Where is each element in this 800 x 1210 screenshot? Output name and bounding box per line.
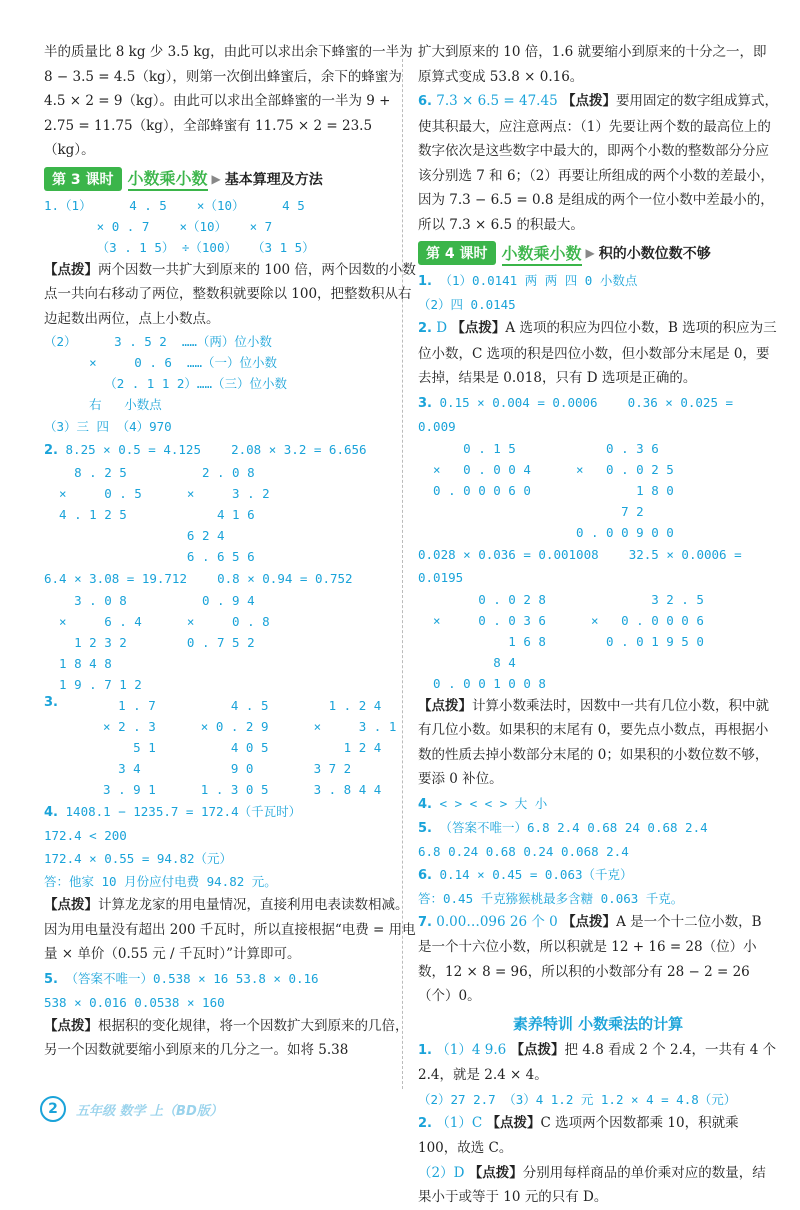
tip-label: 【点拨】 xyxy=(451,320,506,336)
q4-c: 172.4 × 0.55 = 94.82（元） xyxy=(44,851,233,866)
q2-eq1: 8.25 × 0.5 = 4.125 xyxy=(65,442,201,457)
s1-2: （2）27 2.7 （3）4 1.2 元 1.2 × 4 = 4.8（元） xyxy=(418,1091,737,1107)
s2-number: 2. xyxy=(418,1115,432,1131)
q4-tip-text: 计算龙龙家的用电量情况，直接利用电表读数相减。因为用电量没有超出 200 千瓦时，所以直接根据“电费 = 用电量 × 单价（0.55 元 / 千瓦时）”计算即可。 xyxy=(44,897,416,962)
r-q3-number: 3. xyxy=(418,395,432,411)
r-q3-calc-row2 xyxy=(418,589,778,694)
tip-label: 【点拨】 xyxy=(562,913,617,930)
r-q7-answer: 0.00…096 xyxy=(436,913,506,930)
r-q6-b: 答：0.45 千克猕猴桃最多含糖 0.063 千克。 xyxy=(418,890,684,906)
lesson3-header xyxy=(44,166,416,192)
r-q6-a xyxy=(418,863,778,887)
q1-tip xyxy=(44,258,416,332)
r-q2-answer: D xyxy=(436,320,448,336)
tip-label: 【点拨】 xyxy=(468,1164,523,1181)
q6 xyxy=(418,89,778,237)
tip-label: 【点拨】 xyxy=(510,1041,565,1058)
q2-calc-a: 8 . 2 5 × 0 . 5 4 . 1 2 5 xyxy=(59,465,142,522)
q5-a xyxy=(44,967,416,991)
lesson-subtitle: 积的小数位数不够 xyxy=(598,246,711,262)
q4-tip xyxy=(44,893,416,967)
r-q1-2: （2）四 0.0145 xyxy=(418,297,516,312)
q2-number: 2. xyxy=(44,443,58,458)
q2-calc-row1 xyxy=(44,462,416,567)
lesson-title: 小数乘小数 xyxy=(502,241,582,266)
r-q3-calc-row1 xyxy=(418,438,778,543)
left-column xyxy=(44,40,416,1063)
q2-eq2: 2.08 × 3.2 = 6.656 xyxy=(231,442,367,457)
q6-answer: 7.3 × 6.5 = 47.45 xyxy=(436,93,558,109)
r-q3-tip-text: 计算小数乘法时，因数中一共有几位小数，积中就有几位小数。如果积的末尾有 0，要先点小数点，再根据小数的性质去掉小数部分末尾的 0；如果积的小数位数不够，要添 0 补位。 xyxy=(418,697,769,787)
tip-label: 【点拨】 xyxy=(561,93,616,109)
r-q2-tip: A 选项的积应为四位小数，B 选项的积应为三位小数，C 选项的积是四位小数，但小数部分末尾是 0，要去掉，结果是 0.018，只有 D 选项是正确的。 xyxy=(418,320,777,386)
r-q5-a xyxy=(418,816,778,840)
r-q7-sub: 26 个 0 xyxy=(509,913,558,930)
q1-2-calc: （2） 3 . 5 2 ……（两）位小数 × 0 . 6 ……（一）位小数 （2 . 1 1 2）……（三）位小数 右 小数点 xyxy=(44,334,287,412)
tip-label: 【点拨】 xyxy=(44,1017,98,1034)
q2-line2 xyxy=(44,567,416,590)
r-q3-tip xyxy=(418,694,778,792)
s2-1-tip: C 选项两个因数都乘 10，积就乘 100，故选 C。 xyxy=(418,1114,739,1156)
footer-text: 五年级 数学 上（BD版） xyxy=(76,1103,223,1119)
q1-3: （3）三 四 （4）970 xyxy=(44,419,172,434)
triangle-icon: ▶ xyxy=(211,171,221,186)
r-q1-number: 1. xyxy=(418,274,432,289)
page-number: 2 xyxy=(40,1096,66,1122)
q1-1-calc: 1.（1） 4 . 5 ×（10） 4 5 × 0 . 7 ×（10） × 7 （3 . 1 5） ÷（100） （3 1 5） xyxy=(44,197,315,255)
s2-2-answer: （2）D xyxy=(418,1164,465,1181)
r-q1-1-text: （1）0.0141 两 两 四 0 小数点 xyxy=(439,273,638,288)
r-q2-number: 2. xyxy=(418,321,432,336)
r-q1-1 xyxy=(418,269,778,293)
q2-calc-c: 3 . 0 8 × 6 . 4 1 2 3 2 1 8 4 8 1 9 . 7 1 2 xyxy=(59,593,142,692)
s1-1-tip: 把 4.8 看成 2 个 2.4，一共有 4 个 2.4，就是 2.4 × 4。 xyxy=(418,1041,777,1083)
continuation-paragraph: 扩大到原来的 10 倍，1.6 就要缩小到原来的十分之一，即原算式变成 53.8 × 0.16。 xyxy=(418,44,767,85)
q3-calc-row xyxy=(44,695,416,800)
tip-label: 【点拨】 xyxy=(44,897,98,913)
r-q3-line2 xyxy=(418,543,778,589)
r-q4-text: < > < < > 大 小 xyxy=(439,795,548,811)
r-q3-line1 xyxy=(418,391,778,438)
s2-2-tip: 分别用每样商品的单价乘对应的数量，结果小于或等于 10 元的只有 D。 xyxy=(418,1164,766,1205)
intro-paragraph: 半的质量比 8 kg 少 3.5 kg，由此可以求出余下蜂蜜的一半为 8 − 3.5 = 4.5（kg），则第一次倒出蜂蜜后，余下的蜂蜜为 4.5 × 2 = 9（kg）。由此可以求出全部蜂蜜的一半为 9 + 2.75 = 11.75（kg），全部蜂蜜有 11.75 × 2 = 23.5（kg）。 xyxy=(44,44,413,158)
s1-1 xyxy=(418,1038,778,1088)
lesson-tag: 第 3 课时 xyxy=(44,167,122,191)
r-q6-a-text: 0.14 × 0.45 = 0.063（千克） xyxy=(439,866,633,882)
r-q5-number: 5. xyxy=(418,820,432,836)
r-q2 xyxy=(418,316,778,391)
lesson-tag: 第 4 课时 xyxy=(418,241,496,265)
q3-number: 3. xyxy=(44,695,58,710)
r-q3-eq4: 32.5 × 0.0006 = 0.0195 xyxy=(418,546,742,585)
q4-a-text: 1408.1 − 1235.7 = 172.4（千瓦时） xyxy=(65,804,302,819)
r-q7-tip: A 是一个十二位小数，B 是一个十六位小数，所以积就是 12 + 16 = 28（位）小数，12 × 8 = 96，所以积的小数部分有 28 − 2 = 26（个）0。 xyxy=(418,913,762,1004)
tip-label: 【点拨】 xyxy=(418,697,472,714)
q2-calc-row2 xyxy=(44,590,416,695)
r-q3-calc-b: 0 . 3 6 × 0 . 0 2 5 1 8 0 7 2 0 . 0 0 9 0 0 xyxy=(575,440,674,540)
q4-d: 答：他家 10 月份应付电费 94.82 元。 xyxy=(44,874,277,889)
lesson4-header xyxy=(418,240,778,266)
q4-b: 172.4 < 200 xyxy=(44,828,127,843)
right-column xyxy=(418,40,778,1210)
q5-b: 538 × 0.016 0.0538 × 160 xyxy=(44,994,225,1010)
q5-tip-text: 根据积的变化规律，将一个因数扩大到原来的几倍，另一个因数就要缩小到原来的几分之一。如将 5.38 xyxy=(44,1017,409,1058)
r-q3-eq1: 0.15 × 0.004 = 0.0006 xyxy=(439,394,598,410)
s2-2 xyxy=(418,1161,778,1210)
r-q3-eq2: 0.36 × 0.025 = 0.009 xyxy=(418,394,734,434)
r-q3-calc-c: 0 . 0 2 8 × 0 . 0 3 6 1 6 8 8 4 0 . 0 0 1 0 0 8 xyxy=(433,591,546,691)
q2-calc-b: 2 . 0 8 × 3 . 2 4 1 6 6 2 4 6 . 6 5 6 xyxy=(186,465,270,564)
q5-tip xyxy=(44,1014,416,1063)
r-q7 xyxy=(418,910,778,1009)
r-q3-calc-a: 0 . 1 5 × 0 . 0 0 4 0 . 0 0 0 6 0 xyxy=(433,440,531,498)
q3-calc-b: 4 . 5 × 0 . 2 9 4 0 5 9 0 1 . 3 0 5 xyxy=(200,698,269,797)
q2-line1 xyxy=(44,438,416,462)
r-q4-number: 4. xyxy=(418,796,432,812)
tip-label: 【点拨】 xyxy=(44,261,98,278)
r-q6-number: 6. xyxy=(418,867,432,883)
s2-1 xyxy=(418,1111,778,1161)
s1-1-answer: （1）4 9.6 xyxy=(436,1041,507,1058)
r-q4 xyxy=(418,792,778,816)
q2-eq3: 6.4 × 3.08 = 19.712 xyxy=(44,571,187,586)
q1-tip-text: 两个因数一共扩大到原来的 100 倍，两个因数的小数点一共向右移动了两位，整数积就要除以 100，把整数积从右边起数出两位，点上小数点。 xyxy=(44,261,416,327)
q5-a-text: （答案不唯一）0.538 × 16 53.8 × 0.16 xyxy=(65,970,319,986)
q4-a xyxy=(44,800,416,824)
s1-number: 1. xyxy=(418,1042,432,1058)
q5-number: 5. xyxy=(44,971,58,987)
r-q5-b: 6.8 0.24 0.68 0.24 0.068 2.4 xyxy=(418,843,629,859)
q4-number: 4. xyxy=(44,805,58,820)
q2-eq4: 0.8 × 0.94 = 0.752 xyxy=(217,571,353,586)
q6-tip-text: 要用固定的数字组成算式，使其积最大，应注意两点：（1）先要让两个数的最高位上的数字依次是这些数字中最大的，即两个小数的整数部分分应该分别选 7 和 6；（2）再要让所组成的两个小数的差最小，因为 7.3 − 6.5 = 0.8 是组成的两个一位小数中差最小的，所以 7.3 × 6.5 的积最大。 xyxy=(418,93,778,233)
r-q7-number: 7. xyxy=(418,914,432,930)
tip-label: 【点拨】 xyxy=(486,1114,541,1131)
r-q3-eq3: 0.028 × 0.036 = 0.001008 xyxy=(418,546,599,562)
q6-number: 6. xyxy=(418,94,432,109)
r-q3-calc-d: 3 2 . 5 × 0 . 0 0 0 6 0 . 0 1 9 5 0 xyxy=(590,591,704,649)
s2-1-answer: （1）C xyxy=(436,1114,483,1131)
q2-calc-d: 0 . 9 4 × 0 . 8 0 . 7 5 2 xyxy=(186,593,270,650)
r-q5-a-text: （答案不唯一）6.8 2.4 0.68 24 0.68 2.4 xyxy=(439,819,708,835)
triangle-icon: ▶ xyxy=(585,246,595,260)
q3-calc-c: 1 . 2 4 × 3 . 1 1 2 4 3 7 2 3 . 8 4 4 xyxy=(313,698,397,797)
page-footer xyxy=(40,1096,223,1122)
special-title: 素养特训 小数乘法的计算 xyxy=(512,1014,684,1033)
lesson-subtitle: 基本算理及方法 xyxy=(224,171,323,188)
q3-calc-a: 1 . 7 × 2 . 3 5 1 3 4 3 . 9 1 xyxy=(103,698,156,797)
lesson-title: 小数乘小数 xyxy=(128,166,208,191)
